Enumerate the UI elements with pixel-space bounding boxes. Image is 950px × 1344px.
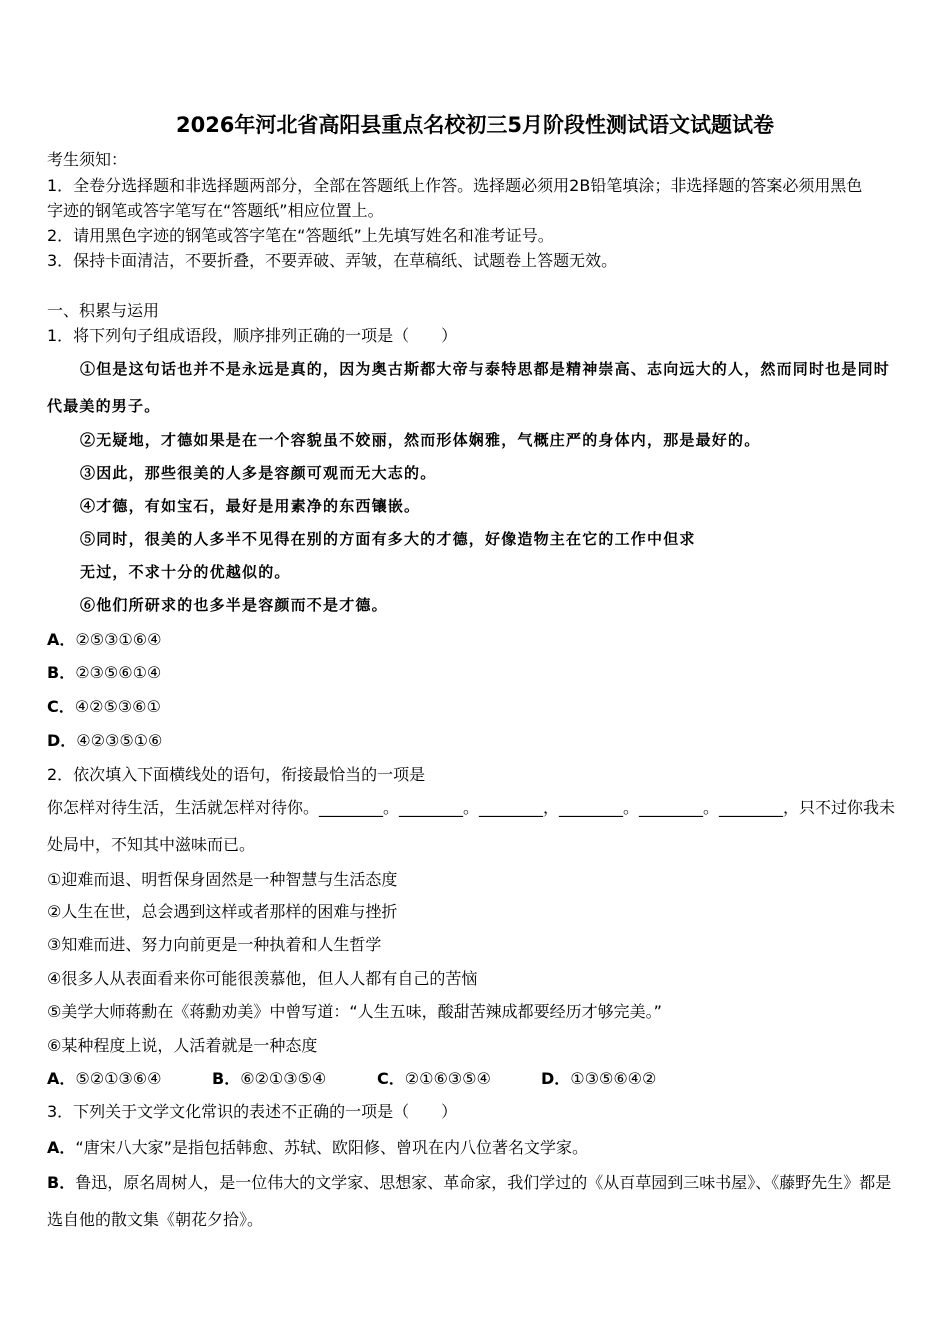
q1-sentence-line: ⑥他们所研求的也多半是容颜而不是才德。	[80, 596, 388, 614]
q3-option-b	[47, 1172, 907, 1194]
option-label: A．	[47, 630, 76, 649]
q2-options-row	[47, 1068, 907, 1090]
question-3-stem: 3．下列关于文学文化常识的表述不正确的一项是（ ）	[47, 1102, 458, 1121]
option-label: D．	[541, 1069, 571, 1088]
option-value: ⑤②①③⑥④	[75, 1069, 162, 1088]
option-label: A．	[47, 1069, 76, 1088]
question-2-stem: 2．依次填入下面横线处的语句，衔接最恰当的一项是	[47, 765, 426, 784]
section-heading: 一、积累与运用	[47, 301, 160, 320]
notice-line: 字迹的钢笔或答字笔写在“答题纸”相应位置上。	[47, 201, 384, 220]
page-title: 2026年河北省高阳县重点名校初三5月阶段性测试语文试题试卷	[175, 113, 775, 137]
option-label: A．	[47, 1138, 76, 1157]
q2-passage-line: 你怎样对待生活，生活就怎样对待你。________。________。________，________。________。________，只不过你我未	[47, 798, 896, 817]
q1-sentence-line: ②无疑地，才德如果是在一个容貌虽不姣丽，然而形体娴雅，气概庄严的身体内，那是最好的。	[80, 431, 761, 449]
q1-sentence-line: 代最美的男子。	[47, 397, 161, 415]
q2-option-d	[541, 1068, 656, 1090]
q1-sentence-line: ⑤同时，很美的人多半不见得在别的方面有多大的才德，好像造物主在它的工作中但求	[80, 530, 696, 548]
q2-passage-line: 处局中，不知其中滋味而已。	[47, 835, 256, 854]
notice-line: 2．请用黑色字迹的钢笔或答字笔在“答题纸”上先填写姓名和准考证号。	[47, 226, 554, 245]
option-label: B．	[212, 1069, 241, 1088]
q1-sentence-line: 无过，不求十分的优越似的。	[80, 563, 291, 581]
q2-choice: ③知难而进、努力向前更是一种执着和人生哲学	[47, 935, 382, 954]
q2-option-b	[212, 1068, 326, 1090]
q1-option-c	[47, 696, 907, 718]
q2-choice: ④很多人从表面看来你可能很羡慕他，但人人都有自己的苦恼	[47, 969, 478, 988]
option-label: C．	[47, 697, 75, 716]
q1-sentence-line: ①但是这句话也并不是永远是真的，因为奥古斯都大帝与泰特思都是精神崇高、志向远大的人，然而同时也是同时	[80, 360, 891, 378]
option-value: ④②③⑤①⑥	[76, 731, 163, 750]
q2-choice: ②人生在世，总会遇到这样或者那样的困难与挫折	[47, 902, 398, 921]
q2-choice: ⑥某种程度上说，人活着就是一种态度	[47, 1036, 318, 1055]
option-label: B．	[47, 1173, 76, 1192]
option-value: ④②⑤③⑥①	[74, 697, 161, 716]
q1-sentence-line: ③因此，那些很美的人多是容颜可观而无大志的。	[80, 464, 437, 482]
question-1-stem: 1．将下列句子组成语段，顺序排列正确的一项是（ ）	[47, 326, 458, 345]
option-value: ②③⑤⑥①④	[75, 663, 162, 682]
option-label: D．	[47, 731, 77, 750]
q2-option-c	[377, 1068, 491, 1090]
q2-option-a	[47, 1068, 161, 1090]
notice-line: 1．全卷分选择题和非选择题两部分，全部在答题纸上作答。选择题必须用2B铅笔填涂；非选择题的答案必须用黑色	[47, 176, 863, 195]
option-value: ①③⑤⑥④②	[570, 1069, 657, 1088]
q2-choice: ①迎难而退、明哲保身固然是一种智慧与生活态度	[47, 870, 398, 889]
q2-choice: ⑤美学大师蒋勳在《蒋勳劝美》中曾写道：“人生五味，酸甜苦辣成都要经历才够完美。”	[47, 1002, 662, 1021]
q1-option-a	[47, 629, 907, 651]
notice-heading: 考生须知：	[47, 150, 128, 169]
option-value: ②①⑥③⑤④	[404, 1069, 491, 1088]
notice-line: 3．保持卡面清洁，不要折叠，不要弄破、弄皱，在草稿纸、试题卷上答题无效。	[47, 251, 618, 270]
option-label: B．	[47, 663, 76, 682]
q1-option-b	[47, 662, 907, 684]
option-value: ②⑤③①⑥④	[75, 630, 162, 649]
q3-option-a	[47, 1137, 907, 1159]
q3-option-b-continued: 选自他的散文集《朝花夕拾》。	[47, 1210, 264, 1229]
option-text: “唐宋八大家”是指包括韩愈、苏轼、欧阳修、曾巩在内八位著名文学家。	[75, 1138, 588, 1157]
option-value: ⑥②①③⑤④	[240, 1069, 327, 1088]
q1-sentence-line: ④才德，有如宝石，最好是用素净的东西镶嵌。	[80, 497, 421, 515]
option-text: 鲁迅，原名周树人，是一位伟大的文学家、思想家、革命家，我们学过的《从百草园到三味书屋》、《藤野先生》都是	[75, 1173, 892, 1192]
q1-option-d	[47, 730, 907, 752]
option-label: C．	[377, 1069, 405, 1088]
